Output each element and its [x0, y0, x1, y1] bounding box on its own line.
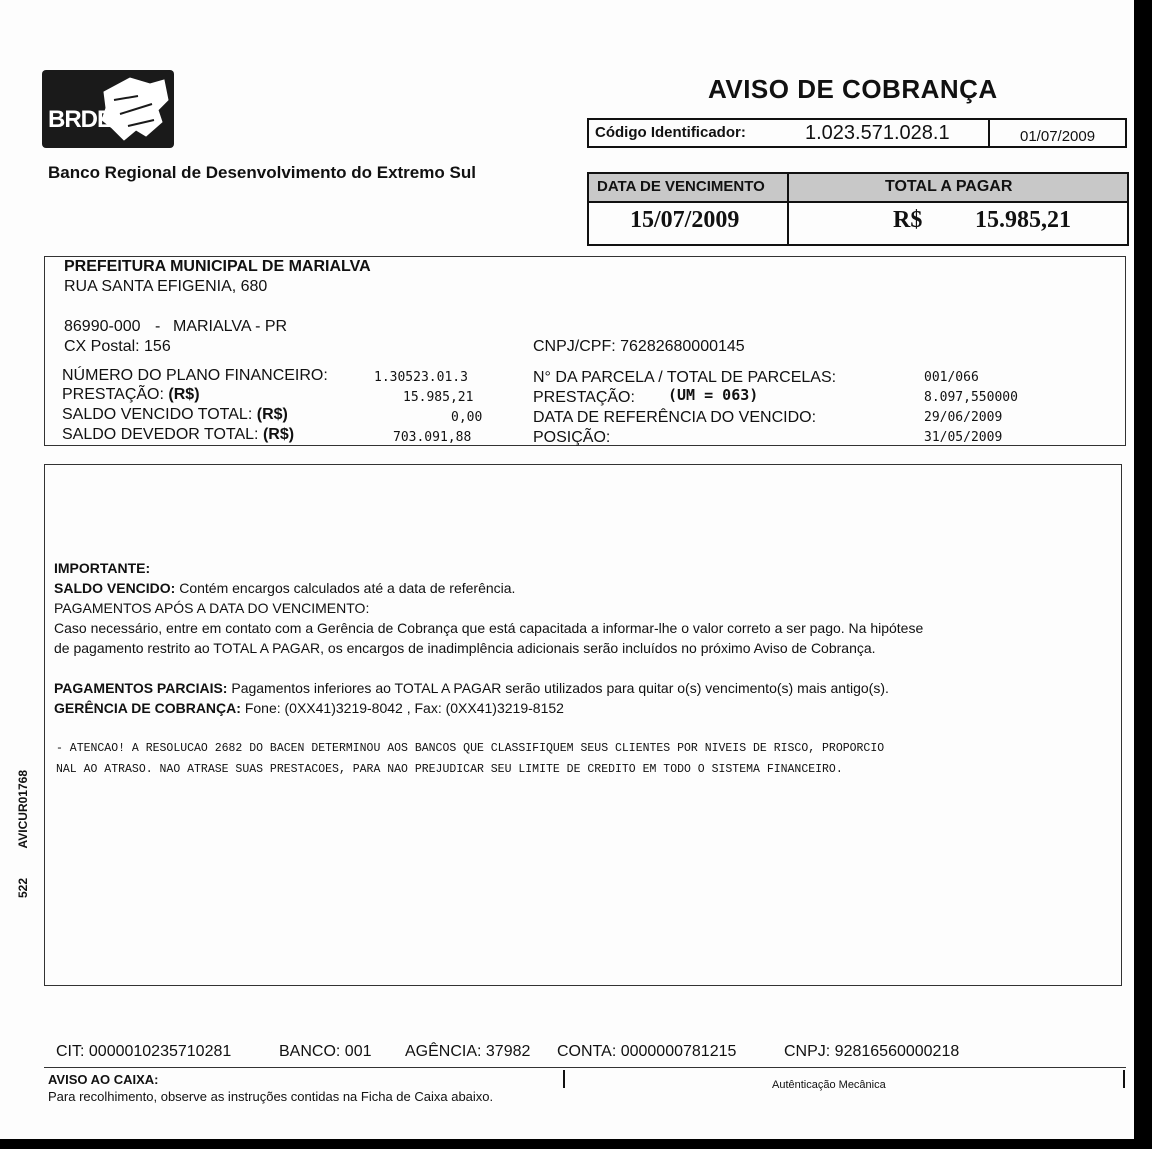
payer-cx-postal: CX Postal: 156	[64, 338, 171, 355]
posicao-label: POSIÇÃO:	[533, 429, 611, 446]
issue-date: 01/07/2009	[1020, 128, 1096, 145]
footer-cit: CIT: 0000010235710281	[56, 1043, 232, 1060]
prestacao-unit: (R$)	[168, 386, 200, 403]
brde-logo	[42, 70, 174, 148]
payer-name: PREFEITURA MUNICIPAL DE MARIALVA	[64, 258, 371, 275]
footer-agencia: AGÊNCIA: 37982	[405, 1043, 531, 1060]
payer-cnpj: CNPJ/CPF: 76282680000145	[533, 338, 745, 355]
logo-text: BRDE	[48, 106, 113, 133]
gerencia-text: Fone: (0XX41)3219-8042 , Fax: (0XX41)3219-8152	[244, 700, 564, 716]
autenticacao-label: Autênticação Mecânica	[772, 1079, 886, 1091]
pagamentos-apos-heading: PAGAMENTOS APÓS A DATA DO VENCIMENTO:	[54, 600, 370, 616]
due-divider	[787, 172, 789, 246]
payer-cep: 86990-000	[64, 318, 141, 335]
due-date-label: DATA DE VENCIMENTO	[597, 178, 765, 195]
total-currency: R$	[893, 207, 923, 233]
bank-name: Banco Regional de Desenvolvimento do Extremo Sul	[48, 163, 476, 182]
scan-edge-right	[1134, 0, 1152, 1149]
side-form-number: 522	[16, 878, 30, 899]
caso-text-line2: de pagamento restrito ao TOTAL A PAGAR, os encargos de inadimplência adicionais serão incluídos no próximo Aviso de Cobrança.	[54, 640, 876, 656]
posicao-value: 31/05/2009	[924, 430, 1003, 445]
caixa-divider-right	[1123, 1070, 1125, 1088]
saldo-devedor-label: SALDO DEVEDOR TOTAL:	[62, 426, 259, 443]
saldo-vencido-value: 0,00	[451, 410, 483, 425]
importante-heading: IMPORTANTE:	[54, 560, 151, 576]
saldo-devedor-value: 703.091,88	[393, 430, 472, 445]
saldo-devedor-unit: (R$)	[262, 426, 295, 443]
code-value: 1.023.571.028.1	[805, 122, 950, 144]
payer-address: RUA SANTA EFIGENIA, 680	[64, 278, 268, 295]
code-label: Código Identificador:	[595, 124, 746, 141]
aviso-caixa-text: Para recolhimento, observe as instruções contidas na Ficha de Caixa abaixo.	[48, 1089, 494, 1104]
total-value: 15.985,21	[975, 207, 1071, 233]
parciais-text: Pagamentos inferiores ao TOTAL A PAGAR serão utilizados para quitar o(s) vencimento(s) mais antigo(s).	[231, 680, 889, 696]
plano-label: NÚMERO DO PLANO FINANCEIRO:	[62, 367, 328, 384]
parcela-value: 001/066	[924, 370, 979, 385]
bacen-notice-line2: NAL AO ATRASO. NAO ATRASE SUAS PRESTACOES, PARA NAO PREJUDICAR SEU LIMITE DE CREDITO EM TODO O SISTEMA FINANCEIRO.	[56, 763, 843, 776]
side-form-code: AVICUR01768	[16, 770, 30, 849]
message-box	[44, 464, 1122, 986]
total-label: TOTAL A PAGAR	[885, 178, 1013, 195]
saldo-vencido-note-text: Contém encargos calculados até a data de referência.	[179, 580, 516, 596]
cep-separator: -	[155, 318, 161, 335]
parciais-label: PAGAMENTOS PARCIAIS:	[54, 680, 228, 696]
footer-banco: BANCO: 001	[279, 1043, 372, 1060]
prestacao-label: PRESTAÇÃO:	[62, 386, 164, 403]
referencia-value: 29/06/2009	[924, 410, 1003, 425]
referencia-label: DATA DE REFERÊNCIA DO VENCIDO:	[533, 409, 817, 426]
saldo-vencido-note-label: SALDO VENCIDO:	[54, 580, 176, 596]
parcela-label: N° DA PARCELA / TOTAL DE PARCELAS:	[533, 369, 837, 386]
scan-edge-bottom	[0, 1139, 1152, 1149]
document-title: AVISO DE COBRANÇA	[708, 74, 998, 104]
footer-conta: CONTA: 0000000781215	[557, 1043, 737, 1060]
due-date-value: 15/07/2009	[630, 207, 740, 233]
plano-value: 1.30523.01.3	[374, 370, 468, 385]
saldo-vencido-label: SALDO VENCIDO TOTAL:	[62, 406, 253, 423]
caixa-divider-left	[563, 1070, 565, 1088]
code-divider	[988, 118, 990, 148]
prestacao-um-label: PRESTAÇÃO:	[533, 389, 635, 406]
payer-city: MARIALVA - PR	[173, 318, 288, 335]
prestacao-value: 15.985,21	[403, 390, 474, 405]
bacen-notice-line1: - ATENCAO! A RESOLUCAO 2682 DO BACEN DETERMINOU AOS BANCOS QUE CLASSIFIQUEM SEUS CLIENTES POR NIVEIS DE RISCO, PROPORCIO	[56, 742, 885, 755]
footer-cnpj: CNPJ: 92816560000218	[784, 1043, 960, 1060]
prestacao-um-value: 8.097,550000	[924, 390, 1018, 405]
footer-divider	[44, 1067, 1126, 1068]
prestacao-um-unit: (UM = 063)	[668, 386, 759, 404]
due-header-line	[587, 201, 1129, 203]
aviso-caixa-label: AVISO AO CAIXA:	[48, 1072, 159, 1087]
caso-text-line1: Caso necessário, entre em contato com a Gerência de Cobrança que está capacitada a informar-lhe o valor correto a ser pago. Na hipótese	[54, 620, 924, 636]
gerencia-label: GERÊNCIA DE COBRANÇA:	[54, 700, 241, 716]
saldo-vencido-unit: (R$)	[256, 406, 288, 423]
